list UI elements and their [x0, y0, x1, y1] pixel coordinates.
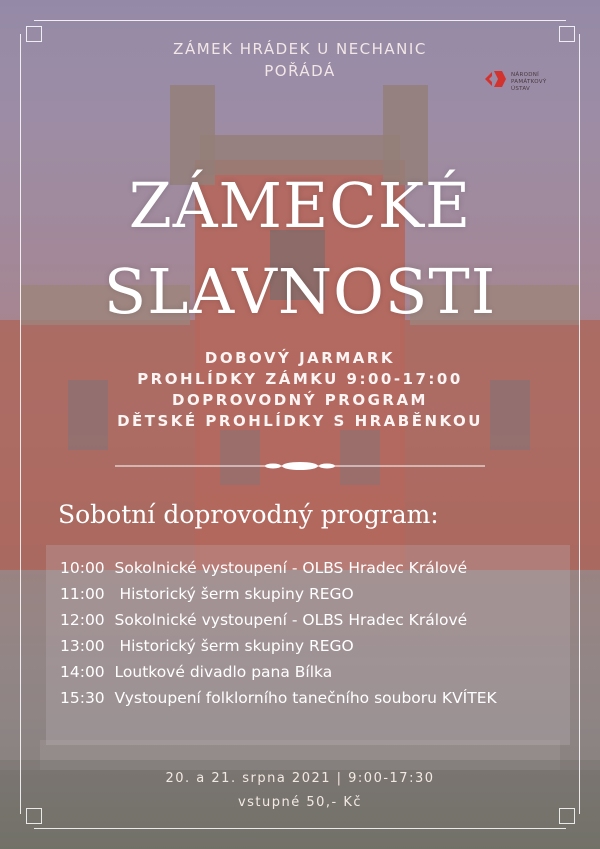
admission-price: vstupné 50,- Kč — [237, 795, 363, 810]
schedule-row — [60, 637, 354, 655]
logo-line-3: ÚSTAV — [511, 86, 531, 92]
event-dates: 20. a 21. srpna 2021 | 9:00-17:30 — [165, 771, 435, 786]
schedule-time: 11:00 — [60, 585, 105, 603]
schedule-row — [60, 611, 467, 629]
logo-line-1: NÁRODNÍ — [511, 72, 540, 78]
schedule-event: Loutkové divadlo pana Bílka — [114, 663, 333, 681]
ornament-divider — [115, 458, 485, 474]
schedule-time: 10:00 — [60, 559, 105, 577]
highlight-item: DĚTSKÉ PROHLÍDKY S HRABĚNKOU — [117, 412, 483, 430]
schedule-time: 13:00 — [60, 637, 105, 655]
logo-line-2: PAMÁTKOVÝ — [511, 79, 547, 85]
schedule-row — [60, 663, 332, 681]
schedule-time: 14:00 — [60, 663, 105, 681]
schedule-row — [60, 559, 467, 577]
highlight-item: PROHLÍDKY ZÁMKU 9:00-17:00 — [137, 370, 463, 388]
highlight-item: DOBOVÝ JARMARK — [204, 349, 396, 367]
title-line-1: ZÁMECKÉ — [128, 169, 472, 242]
frame-top-line — [34, 20, 566, 21]
schedule-event: Sokolnické vystoupení - OLBS Hradec Králové — [114, 559, 468, 577]
highlights-list — [0, 348, 600, 432]
schedule-event: Sokolnické vystoupení - OLBS Hradec Králové — [114, 611, 468, 629]
organizer-line-1: ZÁMEK HRÁDEK U NECHANIC — [173, 40, 427, 58]
npu-logo-text — [511, 72, 571, 93]
schedule-time: 15:30 — [60, 689, 105, 707]
schedule-event: Vystoupení folklorního tanečního souboru KVÍTEK — [114, 689, 497, 707]
schedule-row — [60, 585, 354, 603]
highlight-item: DOPROVODNÝ PROGRAM — [172, 391, 428, 409]
npu-logo-icon — [482, 68, 508, 90]
schedule-event: Historický šerm skupiny REGO — [119, 637, 354, 655]
program-heading: Sobotní doprovodný program: — [58, 500, 439, 529]
schedule-event: Historický šerm skupiny REGO — [119, 585, 354, 603]
frame-corner-bottom-right — [559, 808, 575, 824]
organizer-line-2: POŘÁDÁ — [264, 62, 336, 80]
title-line-2: SLAVNOSTI — [103, 255, 497, 328]
frame-corner-bottom-left — [26, 808, 42, 824]
organizer-text — [0, 38, 600, 82]
schedule-row — [60, 689, 497, 707]
frame-bottom-line — [34, 828, 566, 829]
schedule-time: 12:00 — [60, 611, 105, 629]
